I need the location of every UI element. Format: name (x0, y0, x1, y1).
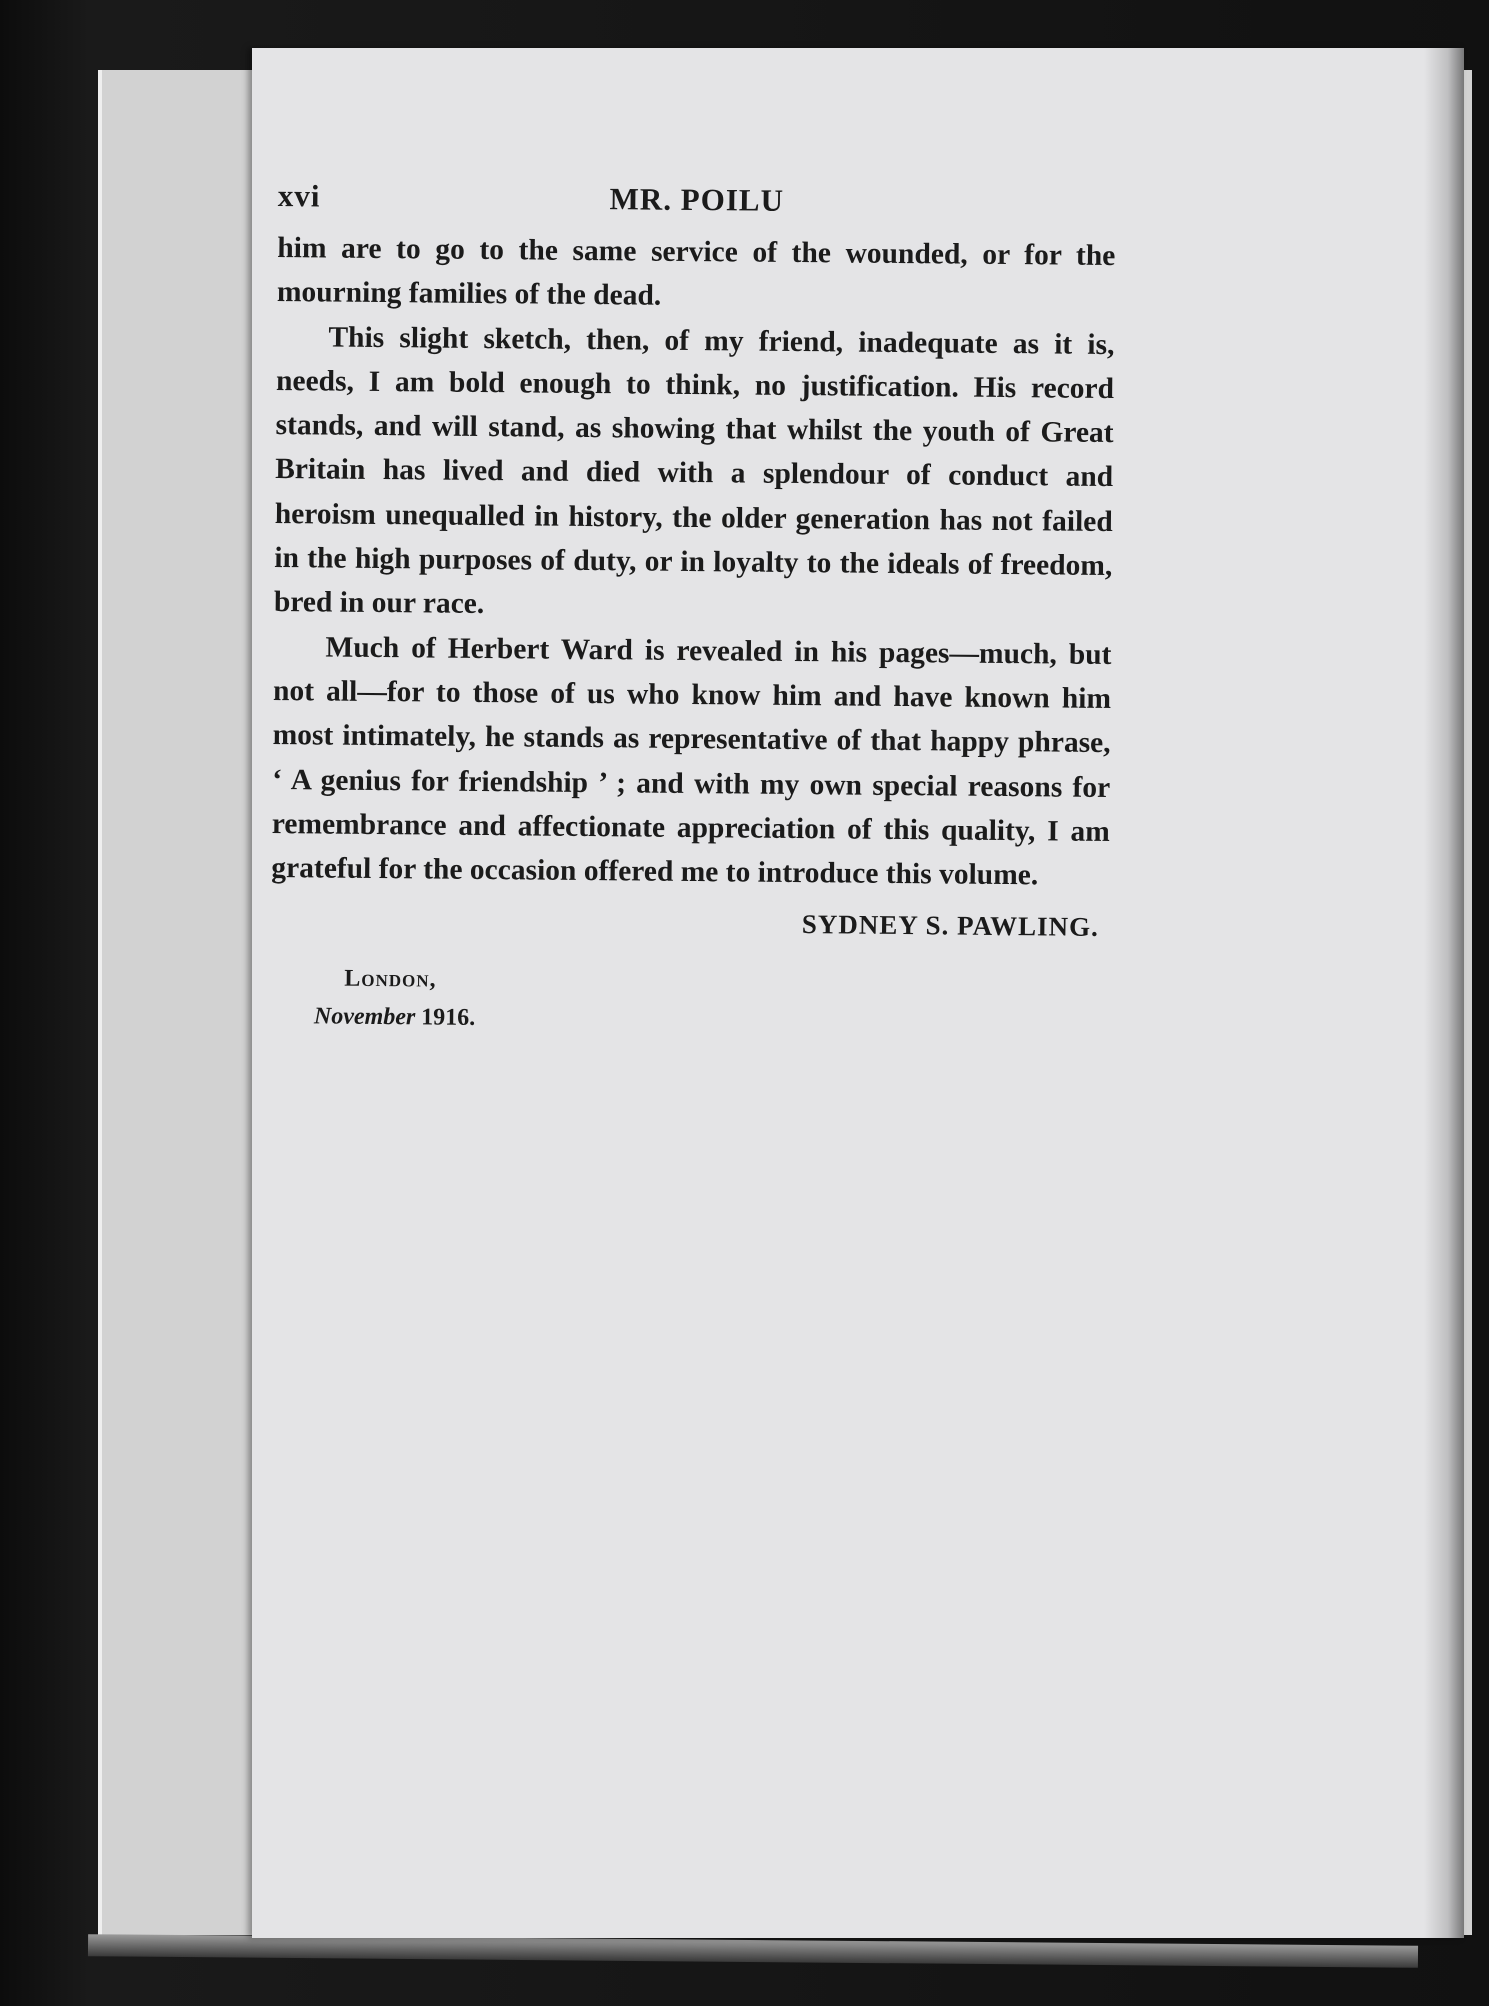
page-edge-shadow (1424, 48, 1464, 1938)
paragraph: Much of Herbert Ward is revealed in his pages—much, but not all—for to those of us who know him and have known him most intimately, he stands as representative of that happy phrase, ‘ A genius for friendship ’ ; and with my own special reasons for remembrance and affectionate appreciation of this quality, I am grateful for the occasion offered me to introduce this volume. (271, 631, 1112, 892)
date-month: November (313, 1003, 416, 1031)
running-title: MR. POILU (609, 181, 785, 218)
paragraph-continued: him are to go to the same service of the wounded, or for the mourning families of the dead. (276, 231, 1116, 312)
place: London, (344, 966, 437, 994)
signature: SYDNEY S. PAWLING. (801, 909, 1099, 943)
paragraph: This slight sketch, then, of my friend, inadequate as it is, needs, I am bold enough to think, no justification. His record stands, and will stand, as showing that whilst the youth of Great Britain has lived and died with a splendour of conduct and heroism unequalled in history, the older generation has not failed in the high purposes of duty, or in loyalty to the ideals of freedom, bred in our race. (273, 321, 1115, 621)
date-year: 1916. (421, 1004, 476, 1032)
place-and-date (314, 960, 1109, 1044)
page-text-block (270, 178, 1116, 1043)
page-number: xvi (277, 178, 321, 214)
body-text (271, 226, 1115, 898)
running-head (278, 178, 1116, 234)
date (314, 998, 1108, 1044)
